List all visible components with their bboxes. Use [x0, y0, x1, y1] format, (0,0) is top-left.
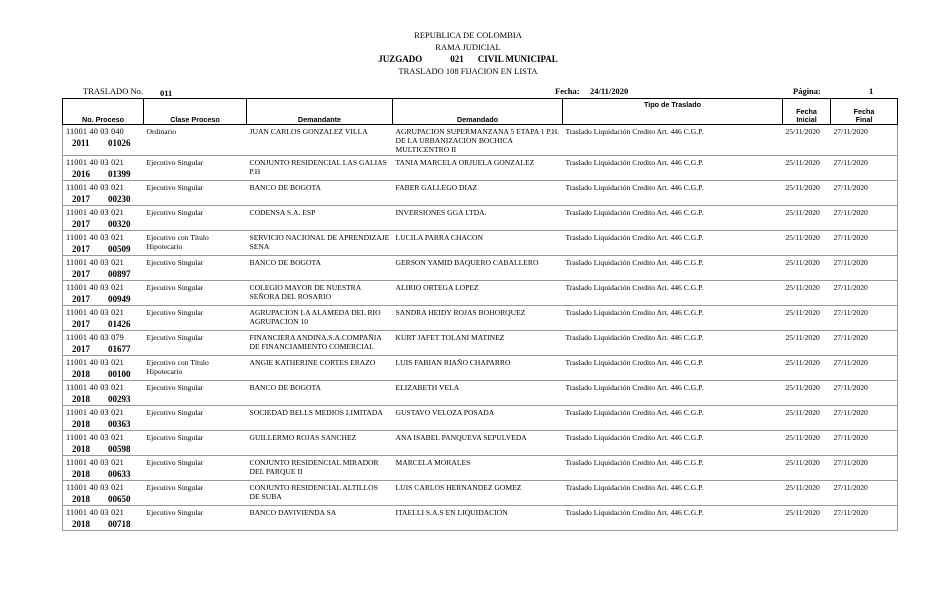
cell-tipo: Traslado Liquidación Credito Art. 446 C.G.P.: [565, 233, 704, 242]
traslado-no-value: 011: [160, 88, 173, 98]
cell-fecha-final: 27/11/2020: [831, 231, 898, 256]
cell-tipo: Traslado Liquidación Credito Art. 446 C.G.P.: [565, 358, 704, 367]
proceso-number: 00509: [108, 243, 131, 254]
cell-clase: Ejecutivo Singular: [146, 333, 204, 342]
cell-demandado: GUSTAVO VELOZA POSADA: [395, 408, 495, 417]
proceso-code: 11001 40 03 021: [66, 183, 124, 192]
cell-fecha-final: 27/11/2020: [831, 256, 898, 281]
pagina-value: 1: [869, 86, 874, 96]
table-row: [63, 456, 898, 481]
cell-proceso: [63, 506, 144, 531]
col-header-fecha-inicial: [783, 99, 831, 125]
cell-tipo: Traslado Liquidación Credito Art. 446 C.G.P.: [565, 408, 704, 417]
table-row: [63, 306, 898, 331]
cell-fecha-inicial: 25/11/2020: [785, 508, 820, 517]
cell-fecha-inicial: 25/11/2020: [785, 208, 820, 217]
proceso-code: 11001 40 03 021: [66, 358, 124, 367]
cell-clase: Ejecutivo Singular: [146, 283, 204, 292]
cell-clase: Ejecutivo Singular: [146, 383, 204, 392]
proceso-number: 00718: [108, 518, 131, 529]
proceso-year: 2017: [72, 343, 90, 354]
cell-clase: Ejecutivo Singular: [146, 308, 204, 317]
cell-fecha-final: 27/11/2020: [831, 156, 898, 181]
table-row: [63, 281, 898, 306]
proceso-number: 00650: [108, 493, 131, 504]
proceso-number: 01426: [108, 318, 131, 329]
col-header-proceso: No. Proceso: [63, 99, 144, 125]
cell-fecha-inicial: 25/11/2020: [785, 183, 820, 192]
proceso-year: 2017: [72, 318, 90, 329]
cell-tipo: Traslado Liquidación Credito Art. 446 C.G.P.: [565, 508, 704, 517]
cell-proceso: [63, 356, 144, 381]
proceso-number: 01399: [108, 168, 131, 179]
cell-fecha-final: 27/11/2020: [831, 406, 898, 431]
cell-fecha-final: 27/11/2020: [831, 481, 898, 506]
cell-fecha-final: 27/11/2020: [831, 206, 898, 231]
proceso-year: 2017: [72, 293, 90, 304]
proceso-number: 00230: [108, 193, 131, 204]
fecha-final-line2: Final: [855, 115, 873, 124]
cell-demandado: FABER GALLEGO DIAZ: [395, 183, 478, 192]
proceso-code: 11001 40 03 021: [66, 508, 124, 517]
cell-clase: Ejecutivo con Título Hipotecario: [146, 233, 209, 251]
cell-clase: Ordinario: [146, 127, 177, 136]
cell-fecha-inicial: 25/11/2020: [785, 233, 820, 242]
proceso-number: 00897: [108, 268, 131, 279]
cell-demandado: ELIZABETH VELA: [395, 383, 460, 392]
proceso-code: 11001 40 03 021: [66, 208, 124, 217]
proceso-code: 11001 40 03 021: [66, 308, 124, 317]
cell-fecha-inicial: 25/11/2020: [785, 158, 820, 167]
cell-fecha-final: 27/11/2020: [831, 281, 898, 306]
cell-clase: Ejecutivo Singular: [146, 483, 204, 492]
cell-demandante: GUILLERMO ROJAS SANCHEZ: [249, 433, 357, 442]
cell-clase: Ejecutivo Singular: [146, 183, 204, 192]
cell-demandado: LUIS CARLOS HERNANDEZ GOMEZ: [395, 483, 522, 492]
cell-demandante: CONJUNTO RESIDENCIAL MIRADOR DEL PARQUE II: [249, 458, 379, 476]
table-row: [63, 181, 898, 206]
traslado-no-label: TRASLADO No.: [83, 86, 143, 96]
juzgado-label: JUZGADO: [378, 54, 423, 64]
cell-fecha-final: 27/11/2020: [831, 381, 898, 406]
table-row: [63, 256, 898, 281]
cell-proceso: [63, 231, 144, 256]
cell-fecha-inicial: 25/11/2020: [785, 483, 820, 492]
cell-fecha-inicial: 25/11/2020: [785, 258, 820, 267]
cell-demandado: LUIS FABIAN RIAÑO CHAPARRO: [395, 358, 511, 367]
table-row: [63, 381, 898, 406]
cell-demandante: FINANCIERA ANDINA.S.A.COMPAÑIA DE FINANCIAMIENTO COMERCIAL: [249, 333, 382, 351]
cell-fecha-inicial: 25/11/2020: [785, 333, 820, 342]
cell-fecha-final: 27/11/2020: [831, 356, 898, 381]
cell-fecha-inicial: 25/11/2020: [785, 283, 820, 292]
cell-demandante: BANCO DE BOGOTA: [249, 383, 322, 392]
cell-tipo: Traslado Liquidación Credito Art. 446 C.G.P.: [565, 283, 704, 292]
proceso-year: 2016: [72, 168, 90, 179]
cell-demandante: SERVICIO NACIONAL DE APRENDIZAJE SENA: [249, 233, 390, 251]
cell-fecha-final: 27/11/2020: [831, 125, 898, 156]
cell-demandante: CONJUNTO RESIDENCIAL LAS GALIAS P.H: [249, 158, 387, 176]
cell-proceso: [63, 125, 144, 156]
cell-demandante: CONJUNTO RESIDENCIAL ALTILLOS DE SUBA: [249, 483, 378, 501]
proceso-year: 2017: [72, 218, 90, 229]
proceso-code: 11001 40 03 021: [66, 408, 124, 417]
proceso-code: 11001 40 03 040: [66, 127, 124, 136]
table-row: [63, 431, 898, 456]
table-row: [63, 406, 898, 431]
cell-fecha-final: 27/11/2020: [831, 331, 898, 356]
cell-demandado: ANA ISABEL PANQUEVA SEPULVEDA: [395, 433, 527, 442]
cell-demandante: COLEGIO MAYOR DE NUESTRA SEÑORA DEL ROSARIO: [249, 283, 361, 301]
proceso-code: 11001 40 03 021: [66, 483, 124, 492]
cell-demandado: SANDRA HEIDY ROJAS BOHORQUEZ: [395, 308, 526, 317]
cell-tipo: Traslado Liquidación Credito Art. 446 C.G.P.: [565, 483, 704, 492]
cell-proceso: [63, 156, 144, 181]
traslado-table: [62, 98, 898, 531]
cell-clase: Ejecutivo Singular: [146, 458, 204, 467]
cell-demandante: ANGIE KATHERINE CORTES ERAZO: [249, 358, 376, 367]
cell-fecha-inicial: 25/11/2020: [785, 383, 820, 392]
cell-clase: Ejecutivo Singular: [146, 433, 204, 442]
cell-fecha-inicial: 25/11/2020: [785, 308, 820, 317]
proceso-code: 11001 40 03 021: [66, 283, 124, 292]
table-row: [63, 481, 898, 506]
cell-fecha-inicial: 25/11/2020: [785, 433, 820, 442]
cell-demandado: ITAELLI S.A.S EN LIQUIDACION: [395, 508, 508, 517]
cell-proceso: [63, 481, 144, 506]
proceso-year: 2017: [72, 193, 90, 204]
proceso-year: 2017: [72, 268, 90, 279]
cell-fecha-inicial: 25/11/2020: [785, 408, 820, 417]
cell-demandado: TANIA MARCELA ORJUELA GONZALEZ: [395, 158, 535, 167]
proceso-number: 00949: [108, 293, 131, 304]
cell-proceso: [63, 206, 144, 231]
proceso-year: 2018: [72, 393, 90, 404]
proceso-year: 2018: [72, 493, 90, 504]
col-header-tipo: Tipo de Traslado: [563, 99, 783, 125]
proceso-number: 01026: [108, 137, 131, 148]
cell-fecha-inicial: 25/11/2020: [785, 358, 820, 367]
table-row: [63, 125, 898, 156]
proceso-code: 11001 40 03 021: [66, 383, 124, 392]
fecha-inicial-line1: Fecha: [796, 107, 817, 116]
proceso-code: 11001 40 03 021: [66, 158, 124, 167]
cell-proceso: [63, 306, 144, 331]
cell-demandante: BANCO DAVIVIENDA SA: [249, 508, 337, 517]
col-header-clase: Clase Proceso: [144, 99, 247, 125]
cell-fecha-final: 27/11/2020: [831, 456, 898, 481]
proceso-number: 00633: [108, 468, 131, 479]
fecha-label: Fecha:: [555, 86, 580, 96]
cell-proceso: [63, 456, 144, 481]
cell-proceso: [63, 381, 144, 406]
table-row: [63, 156, 898, 181]
cell-demandante: SOCIEDAD BELLS MEDIOS LIMITADA: [249, 408, 383, 417]
cell-demandado: KURT JAFET TOLANI MATINEZ: [395, 333, 505, 342]
col-header-demandado: Demandado: [393, 99, 563, 125]
cell-demandante: CODENSA S.A. ESP: [249, 208, 316, 217]
cell-tipo: Traslado Liquidación Credito Art. 446 C.G.P.: [565, 127, 704, 136]
cell-fecha-final: 27/11/2020: [831, 181, 898, 206]
proceso-year: 2018: [72, 418, 90, 429]
pagina-label: Página:: [793, 86, 821, 96]
cell-clase: Ejecutivo Singular: [146, 408, 204, 417]
cell-tipo: Traslado Liquidación Credito Art. 446 C.G.P.: [565, 433, 704, 442]
cell-demandante: AGRUPACION LA ALAMEDA DEL RIO AGRUPACION 10: [249, 308, 381, 326]
juzgado-type: CIVIL MUNICIPAL: [477, 54, 558, 64]
juzgado-number: 021: [450, 54, 464, 64]
col-header-fecha-final: [831, 99, 898, 125]
proceso-year: 2018: [72, 368, 90, 379]
fecha-value: 24/11/2020: [590, 86, 629, 96]
cell-tipo: Traslado Liquidación Credito Art. 446 C.G.P.: [565, 383, 704, 392]
proceso-number: 00100: [108, 368, 131, 379]
proceso-year: 2017: [72, 243, 90, 254]
cell-proceso: [63, 331, 144, 356]
proceso-code: 11001 40 03 021: [66, 458, 124, 467]
header-republica: REPUBLICA DE COLOMBIA: [414, 30, 522, 40]
cell-demandado: MARCELA MORALES: [395, 458, 471, 467]
table-row: [63, 206, 898, 231]
proceso-code: 11001 40 03 021: [66, 433, 124, 442]
cell-demandado: INVERSIONES GGA LTDA.: [395, 208, 487, 217]
cell-demandado: LUCILA PARRA CHACON: [395, 233, 483, 242]
cell-fecha-final: 27/11/2020: [831, 506, 898, 531]
cell-fecha-final: 27/11/2020: [831, 431, 898, 456]
cell-clase: Ejecutivo con Título Hipotecario: [146, 358, 209, 376]
cell-clase: Ejecutivo Singular: [146, 208, 204, 217]
cell-tipo: Traslado Liquidación Credito Art. 446 C.G.P.: [565, 158, 704, 167]
cell-demandado: ALIRIO ORTEGA LOPEZ: [395, 283, 479, 292]
proceso-year: 2018: [72, 518, 90, 529]
table-row: [63, 356, 898, 381]
header-traslado: TRASLADO 108 FIJACION EN LISTA: [398, 66, 538, 76]
proceso-year: 2018: [72, 468, 90, 479]
cell-demandante: BANCO DE BOGOTA: [249, 183, 322, 192]
proceso-number: 00320: [108, 218, 131, 229]
proceso-year: 2018: [72, 443, 90, 454]
cell-demandado: AGRUPACION SUPERMANZANA 5 ETAPA 1 P.H. DE LA URBANIZACION BOCHICA MULTICENTRO II: [395, 127, 560, 154]
cell-clase: Ejecutivo Singular: [146, 258, 204, 267]
proceso-code: 11001 40 03 021: [66, 233, 124, 242]
cell-proceso: [63, 431, 144, 456]
cell-proceso: [63, 281, 144, 306]
table-header-row: [63, 99, 898, 125]
header-juzgado: [0, 54, 936, 64]
cell-demandado: GERSON YAMID BAQUERO CABALLERO: [395, 258, 539, 267]
cell-clase: Ejecutivo Singular: [146, 508, 204, 517]
cell-fecha-inicial: 25/11/2020: [785, 127, 820, 136]
table-row: [63, 231, 898, 256]
cell-tipo: Traslado Liquidación Credito Art. 446 C.G.P.: [565, 308, 704, 317]
cell-tipo: Traslado Liquidación Credito Art. 446 C.G.P.: [565, 458, 704, 467]
cell-proceso: [63, 181, 144, 206]
proceso-number: 00293: [108, 393, 131, 404]
proceso-number: 00363: [108, 418, 131, 429]
proceso-number: 01677: [108, 343, 131, 354]
cell-demandante: JUAN CARLOS GONZALEZ VILLA: [249, 127, 368, 136]
cell-clase: Ejecutivo Singular: [146, 158, 204, 167]
table-row: [63, 506, 898, 531]
cell-proceso: [63, 256, 144, 281]
table-row: [63, 331, 898, 356]
header-rama: RAMA JUDICIAL: [435, 42, 501, 52]
cell-fecha-final: 27/11/2020: [831, 306, 898, 331]
fecha-final-line1: Fecha: [853, 107, 875, 116]
cell-tipo: Traslado Liquidación Credito Art. 446 C.G.P.: [565, 183, 704, 192]
cell-fecha-inicial: 25/11/2020: [785, 458, 820, 467]
proceso-code: 11001 40 03 021: [66, 258, 124, 267]
fecha-inicial-line2: Inicial: [796, 115, 817, 124]
col-header-demandante: Demandante: [247, 99, 393, 125]
proceso-year: 2011: [72, 137, 90, 148]
cell-demandante: BANCO DE BOGOTA: [249, 258, 322, 267]
cell-tipo: Traslado Liquidación Credito Art. 446 C.G.P.: [565, 333, 704, 342]
proceso-code: 11001 40 03 079: [66, 333, 124, 342]
cell-proceso: [63, 406, 144, 431]
cell-tipo: Traslado Liquidación Credito Art. 446 C.G.P.: [565, 258, 704, 267]
cell-tipo: Traslado Liquidación Credito Art. 446 C.G.P.: [565, 208, 704, 217]
proceso-number: 00598: [108, 443, 131, 454]
